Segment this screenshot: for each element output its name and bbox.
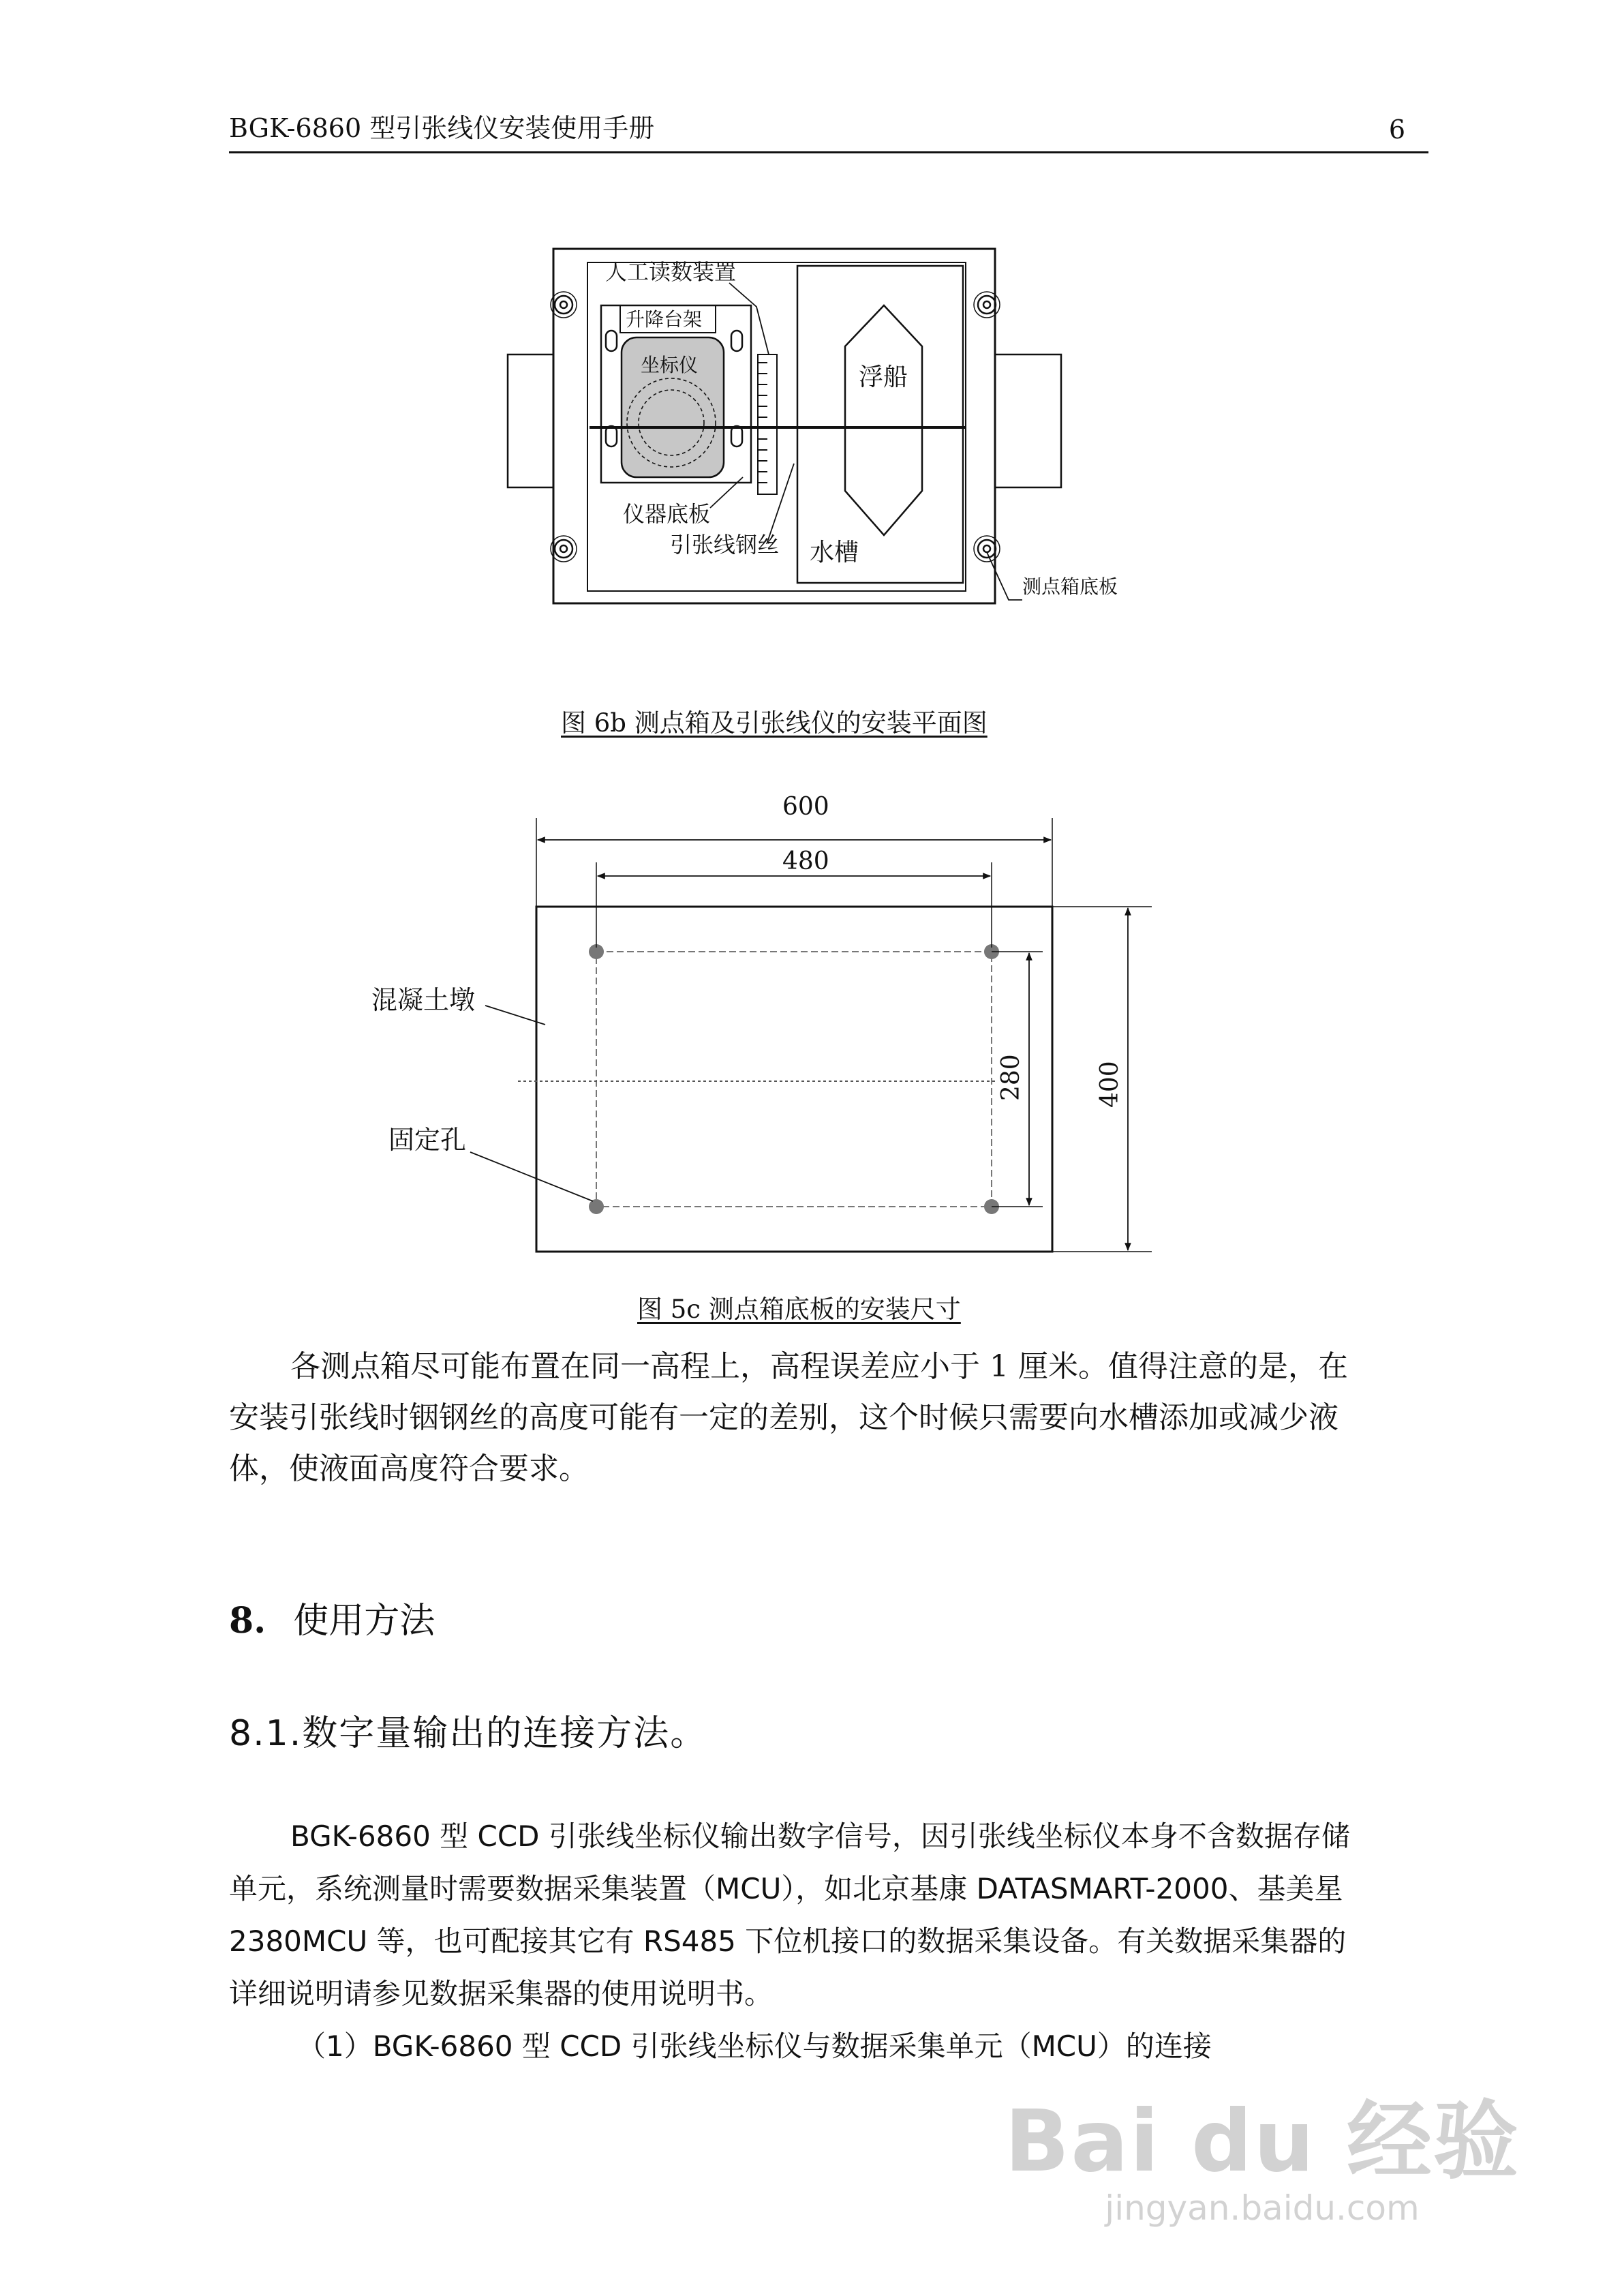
label-coordinate-meter: 坐标仪 xyxy=(641,354,699,376)
label-water-tank: 水槽 xyxy=(810,539,859,567)
para1-line3: 体，使液面高度符合要求。 xyxy=(229,1451,589,1486)
label-box-base: 测点箱底板 xyxy=(1022,575,1118,598)
paragraph-digital-output xyxy=(229,1810,1428,2072)
section-8-number: 8. xyxy=(229,1600,266,1642)
figure1-caption: 图 6b 测点箱及引张线仪的安装平面图 xyxy=(561,708,988,738)
label-fix-hole: 固定孔 xyxy=(388,1125,467,1155)
para1-line1: 各测点箱尽可能布置在同一高程上，高程误差应小于 1 厘米。值得注意的是，在 xyxy=(290,1349,1348,1384)
watermark-brand: Bai du 经验 xyxy=(1005,2092,1520,2191)
page-number: 6 xyxy=(1388,115,1405,145)
label-base-plate: 仪器底板 xyxy=(623,501,711,527)
figure2-caption: 图 5c 测点箱底板的安装尺寸 xyxy=(637,1295,961,1324)
dim-480: 480 xyxy=(782,847,829,875)
watermark xyxy=(1005,2072,1520,2228)
paragraph-elevation xyxy=(229,1341,1428,1494)
watermark-url: jingyan.baidu.com xyxy=(1105,2188,1420,2228)
para2-line4: 详细说明请参见数据采集器的使用说明书。 xyxy=(229,1977,774,2010)
dim-400: 400 xyxy=(1096,1061,1124,1108)
para3-line: （1）BGK-6860 型 CCD 引张线坐标仪与数据采集单元（MCU）的连接 xyxy=(297,2029,1212,2063)
section-8-heading xyxy=(229,1592,435,1643)
para2-line2: 单元，系统测量时需要数据采集装置（MCU），如北京基康 DATASMART-2000、基美星 xyxy=(229,1872,1343,1905)
para2-line3: 2380MCU 等，也可配接其它有 RS485 下位机接口的数据采集设备。有关数据采集器的 xyxy=(229,1924,1347,1958)
dim-280: 280 xyxy=(997,1054,1025,1101)
para2-line1: BGK-6860 型 CCD 引张线坐标仪输出数字信号，因引张线坐标仪本身不含数据存储 xyxy=(290,1819,1350,1853)
dim-600: 600 xyxy=(782,793,829,821)
label-steel-wire: 引张线钢丝 xyxy=(670,532,780,558)
label-concrete: 混凝土墩 xyxy=(371,985,476,1015)
para1-line2: 安装引张线时铟钢丝的高度可能有一定的差别，这个时候只需要向水槽添加或减少液 xyxy=(229,1400,1338,1435)
label-lift-frame: 升降台架 xyxy=(626,308,703,331)
section-8-1-heading: 8.1.数字量输出的连接方法。 xyxy=(229,1713,707,1754)
label-manual-reader: 人工读数装置 xyxy=(605,259,737,285)
header-title: BGK-6860 型引张线仪安装使用手册 xyxy=(229,113,655,143)
page-header xyxy=(229,113,1428,153)
figure-installation-plan xyxy=(504,242,1152,617)
figure-base-dimensions xyxy=(368,784,1220,1261)
label-float: 浮船 xyxy=(859,363,908,391)
section-8-title: 使用方法 xyxy=(293,1601,435,1642)
